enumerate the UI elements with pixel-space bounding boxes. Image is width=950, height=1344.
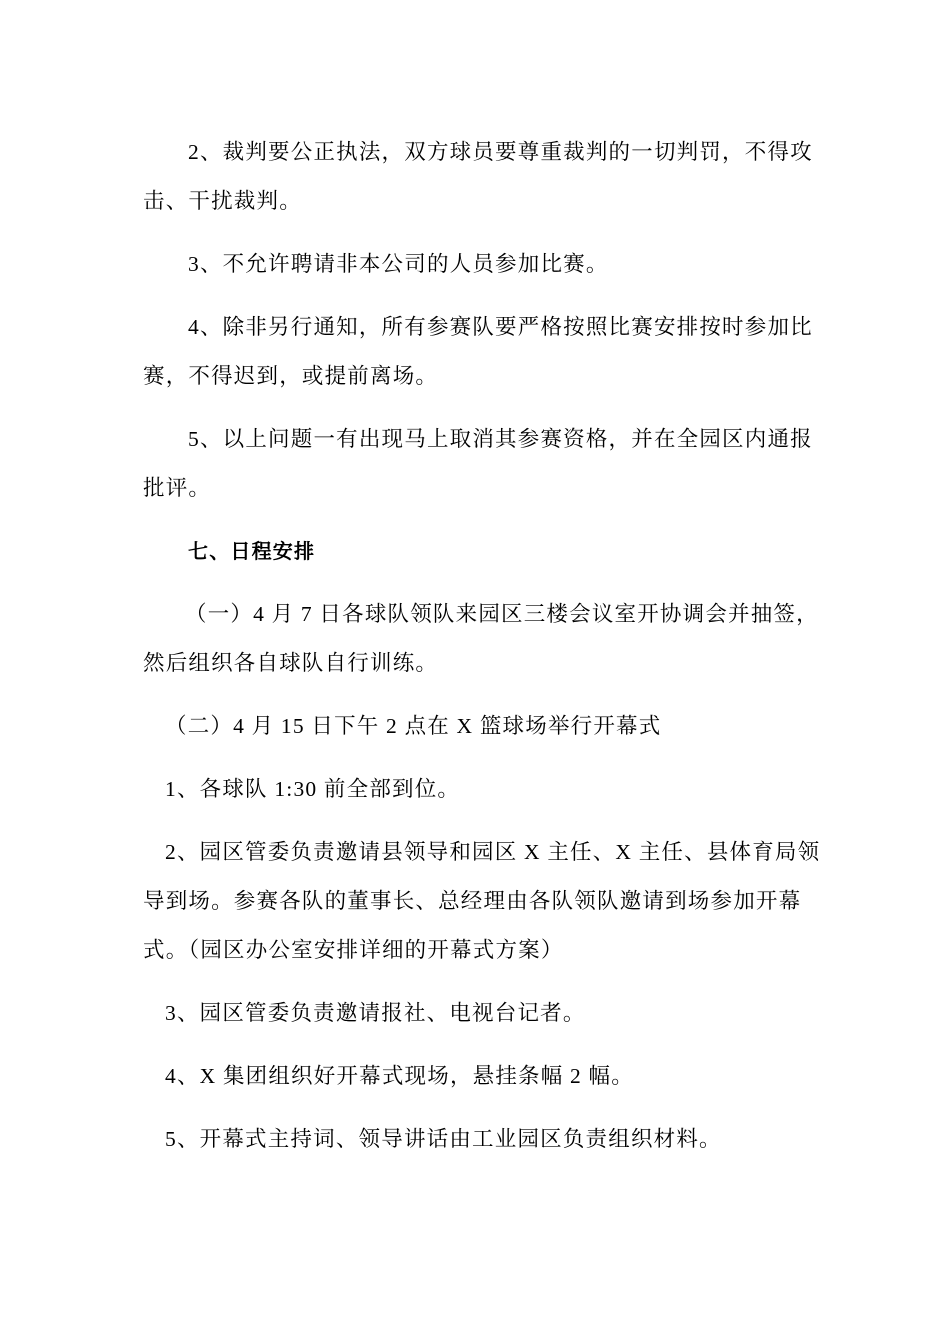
rule-5-line-2: 批评。 (143, 476, 212, 500)
opening-item-2-line-2: 导到场。参赛各队的董事长、总经理由各队领队邀请到场参加开幕 (143, 889, 802, 913)
rule-5-line-1: 5、以上问题一有出现马上取消其参赛资格，并在全园区内通报 (188, 427, 813, 451)
opening-item-5: 5、开幕式主持词、领导讲话由工业园区负责组织材料。 (165, 1127, 722, 1151)
opening-item-4: 4、X 集团组织好开幕式现场，悬挂条幅 2 幅。 (165, 1064, 634, 1088)
schedule-2-heading: （二）4 月 15 日下午 2 点在 X 篮球场举行开幕式 (165, 714, 662, 738)
rule-4-line-1: 4、除非另行通知，所有参赛队要严格按照比赛安排按时参加比 (188, 315, 813, 339)
rule-3-line: 3、不允许聘请非本公司的人员参加比赛。 (188, 252, 609, 276)
opening-item-2-line-3: 式。（园区办公室安排详细的开幕式方案） (143, 938, 564, 962)
section-heading-schedule: 七、日程安排 (188, 539, 316, 563)
schedule-1-line-1: （一）4 月 7 日各球队领队来园区三楼会议室开协调会并抽签， (185, 602, 819, 626)
opening-item-3: 3、园区管委负责邀请报社、电视台记者。 (165, 1001, 586, 1025)
schedule-1-line-2: 然后组织各自球队自行训练。 (143, 651, 439, 675)
rule-2-line-1: 2、裁判要公正执法，双方球员要尊重裁判的一切判罚，不得攻 (188, 140, 813, 164)
rule-2-line-2: 击、干扰裁判。 (143, 189, 302, 213)
opening-item-2-line-1: 2、园区管委负责邀请县领导和园区 X 主任、X 主任、县体育局领 (165, 840, 821, 864)
rule-4-line-2: 赛，不得迟到，或提前离场。 (143, 364, 439, 388)
opening-item-1: 1、各球队 1:30 前全部到位。 (165, 777, 461, 801)
